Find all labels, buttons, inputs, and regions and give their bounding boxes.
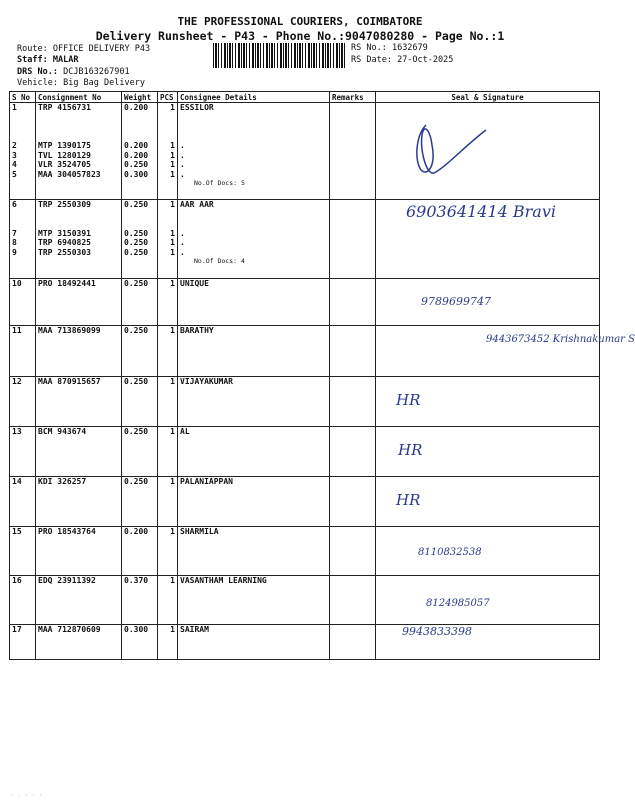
remarks-cell bbox=[330, 576, 376, 625]
remarks-cell bbox=[330, 527, 376, 576]
remarks-cell bbox=[330, 427, 376, 477]
drs-line: DRS No.: DCJB163267901 bbox=[17, 67, 130, 77]
col-consignment: Consignment No bbox=[36, 92, 122, 103]
pcs-cell: 1 bbox=[158, 326, 178, 377]
pcs-cell: 1 bbox=[158, 477, 178, 527]
consignment-cell: MAA 870915657 bbox=[36, 377, 122, 427]
table-row bbox=[10, 625, 600, 660]
signature-cell bbox=[376, 427, 600, 477]
consignment-cell: TRP 4156731 MTP 1390175 TVL 1280129 VLR 3524705 MAA 304057823 bbox=[36, 103, 122, 200]
handwritten-signature: 9443673452 Krishnakumar S bbox=[486, 334, 635, 345]
route-line: Route: OFFICE DELIVERY P43 bbox=[17, 44, 151, 54]
remarks-cell bbox=[330, 477, 376, 527]
table-row bbox=[10, 576, 600, 625]
signature-scribble bbox=[386, 105, 586, 195]
vehicle-value: Big Bag Delivery bbox=[63, 78, 145, 88]
vehicle-line: Vehicle: Big Bag Delivery bbox=[17, 78, 145, 88]
sno-cell: 16 bbox=[10, 576, 36, 625]
consignee-cell: VIJAYAKUMAR bbox=[178, 377, 330, 427]
sno-cell: 12 bbox=[10, 377, 36, 427]
table-row bbox=[10, 377, 600, 427]
pcs-cell: 1 bbox=[158, 279, 178, 326]
consignment-cell: KDI 326257 bbox=[36, 477, 122, 527]
signature-cell bbox=[376, 576, 600, 625]
signature-cell bbox=[376, 103, 600, 200]
signature-cell bbox=[376, 625, 600, 660]
runsheet-table bbox=[9, 91, 635, 660]
sno-cell: 6 7 8 9 bbox=[10, 200, 36, 279]
consignee-cell: AAR AAR . . . No.Of Docs: 4 bbox=[178, 200, 330, 279]
sno-cell: 15 bbox=[10, 527, 36, 576]
company-name: THE PROFESSIONAL COURIERS, COIMBATORE bbox=[177, 15, 423, 28]
sno-cell: 14 bbox=[10, 477, 36, 527]
table-row bbox=[10, 427, 600, 477]
pcs-cell: 1 bbox=[158, 527, 178, 576]
weight-cell: 0.250 bbox=[122, 427, 158, 477]
pcs-cell: 1 1 1 1 1 bbox=[158, 103, 178, 200]
consignment-cell: PRO 18543764 bbox=[36, 527, 122, 576]
staff-value: MALAR bbox=[52, 55, 79, 65]
consignee-cell: PALANIAPPAN bbox=[178, 477, 330, 527]
table-row bbox=[10, 279, 600, 326]
weight-cell: 0.370 bbox=[122, 576, 158, 625]
sno-cell: 17 bbox=[10, 625, 36, 660]
remarks-cell bbox=[330, 377, 376, 427]
runsheet-info bbox=[351, 42, 453, 66]
sno-cell: 13 bbox=[10, 427, 36, 477]
handwritten-signature: HR bbox=[396, 391, 421, 409]
drs-value: DCJB163267901 bbox=[63, 67, 130, 77]
col-weight: Weight bbox=[122, 92, 158, 103]
handwritten-signature: HR bbox=[396, 491, 421, 509]
remarks-cell bbox=[330, 279, 376, 326]
consignment-cell: TRP 2550309 MTP 3150391 TRP 6940825 TRP 2550303 bbox=[36, 200, 122, 279]
weight-cell: 0.200 0.200 0.200 0.250 0.300 bbox=[122, 103, 158, 200]
signature-cell bbox=[376, 200, 600, 279]
consignment-cell: EDQ 23911392 bbox=[36, 576, 122, 625]
consignment-cell: MAA 713869099 bbox=[36, 326, 122, 377]
col-remarks: Remarks bbox=[330, 92, 376, 103]
sno-cell: 10 bbox=[10, 279, 36, 326]
consignee-cell: SHARMILA bbox=[178, 527, 330, 576]
weight-cell: 0.300 bbox=[122, 625, 158, 660]
signature-cell bbox=[376, 527, 600, 576]
rs-date-line: RS Date: 27-Oct-2025 bbox=[351, 55, 454, 65]
barcode bbox=[213, 43, 347, 68]
handwritten-signature: 8124985057 bbox=[426, 598, 490, 609]
sno-cell: 1 2 3 4 5 bbox=[10, 103, 36, 200]
consignee-cell: SAIRAM bbox=[178, 625, 330, 660]
consignment-cell: BCM 943674 bbox=[36, 427, 122, 477]
consignment-cell: PRO 18492441 bbox=[36, 279, 122, 326]
rs-no-line: RS No.: 1632679 bbox=[351, 43, 428, 53]
consignee-cell: VASANTHAM LEARNING bbox=[178, 576, 330, 625]
route-value: OFFICE DELIVERY P43 bbox=[52, 44, 151, 54]
pcs-cell: 1 bbox=[158, 625, 178, 660]
signature-cell bbox=[376, 279, 600, 326]
table-row bbox=[10, 326, 600, 377]
handwritten-signature: HR bbox=[398, 441, 423, 459]
col-consignee: Consignee Details bbox=[178, 92, 330, 103]
weight-cell: 0.250 bbox=[122, 326, 158, 377]
table-row bbox=[10, 200, 600, 279]
handwritten-signature: 8110832538 bbox=[418, 547, 482, 558]
staff-line: Staff: MALAR bbox=[17, 55, 79, 65]
weight-cell: 0.250 bbox=[122, 377, 158, 427]
page-edge-mark: · · · · · bbox=[10, 792, 43, 799]
weight-cell: 0.250 bbox=[122, 279, 158, 326]
remarks-cell bbox=[330, 326, 376, 377]
col-sno: S No bbox=[10, 92, 36, 103]
table-header bbox=[10, 92, 600, 103]
signature-cell bbox=[376, 326, 635, 377]
signature-cell bbox=[376, 477, 600, 527]
sno-cell: 11 bbox=[10, 326, 36, 377]
pcs-cell: 1 bbox=[158, 576, 178, 625]
consignee-cell: BARATHY bbox=[178, 326, 330, 377]
pcs-cell: 1 bbox=[158, 427, 178, 477]
docs-count: No.Of Docs: 4 bbox=[194, 257, 245, 265]
col-pcs: PCS bbox=[158, 92, 178, 103]
pcs-cell: 1 bbox=[158, 377, 178, 427]
remarks-cell bbox=[330, 625, 376, 660]
weight-cell: 0.250 0.250 0.250 0.250 bbox=[122, 200, 158, 279]
col-seal: Seal & Signature bbox=[376, 92, 600, 103]
handwritten-signature: 9943833398 bbox=[402, 625, 472, 638]
consignee-cell: UNIQUE bbox=[178, 279, 330, 326]
handwritten-signature: 6903641414 Bravi bbox=[406, 202, 556, 221]
table-row bbox=[10, 527, 600, 576]
table-row bbox=[10, 477, 600, 527]
consignment-cell: MAA 712870609 bbox=[36, 625, 122, 660]
docs-count: No.Of Docs: 5 bbox=[194, 179, 245, 187]
signature-cell bbox=[376, 377, 600, 427]
weight-cell: 0.200 bbox=[122, 527, 158, 576]
remarks-cell bbox=[330, 200, 376, 279]
consignee-cell: AL bbox=[178, 427, 330, 477]
table-row bbox=[10, 103, 600, 200]
handwritten-signature: 9789699747 bbox=[421, 295, 491, 308]
consignee-cell: ESSILOR . . . . No.Of Docs: 5 bbox=[178, 103, 330, 200]
weight-cell: 0.250 bbox=[122, 477, 158, 527]
remarks-cell bbox=[330, 103, 376, 200]
runsheet-title: Delivery Runsheet - P43 - Phone No.:9047080280 - Page No.:1 bbox=[95, 29, 505, 43]
pcs-cell: 1 1 1 1 bbox=[158, 200, 178, 279]
